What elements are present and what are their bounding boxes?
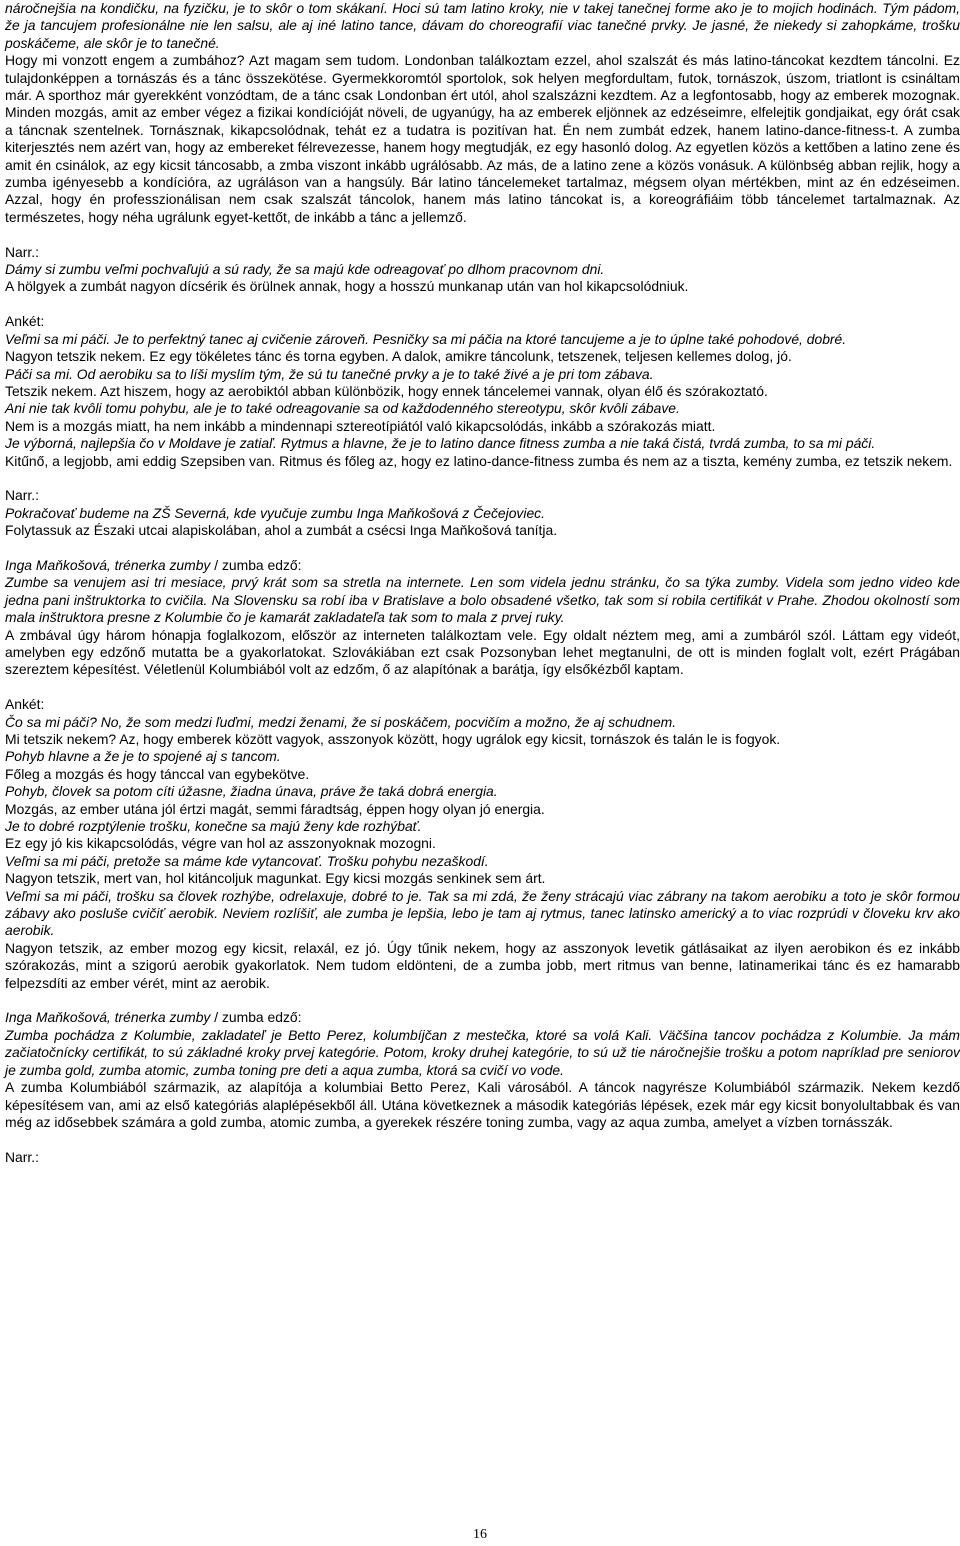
- hungarian-text: Kitűnő, a legjobb, ami eddig Szepsiben van. Ritmus és főleg az, hogy ez latino-dance-fitness zumba és nem az a tiszta, kemény zumba, ez tetszik nekem.: [5, 452, 953, 469]
- paragraph-spacer: [5, 296, 960, 313]
- paragraph-spacer: [5, 540, 960, 557]
- slovak-text: Je to dobré rozptýlenie trošku, konečne sa majú ženy kde rozhýbať.: [5, 818, 422, 835]
- speaker-label: Narr.:: [5, 243, 39, 260]
- hungarian-text: Folytassuk az Északi utcai alapiskolában, ahol a zumbát a csécsi Inga Maňkošová tanítja.: [5, 522, 558, 539]
- speaker-name-sk: Inga Maňkošová, trénerka zumby: [5, 556, 211, 573]
- slovak-text: Pokračovať budeme na ZŠ Severná, kde vyučuje zumbu Inga Maňkošová z Čečejoviec.: [5, 504, 545, 521]
- paragraph-spacer: [5, 470, 960, 487]
- slovak-text: Veľmi sa mi páči, pretože sa máme kde vytancovať. Trošku pohybu nezaškodí.: [5, 852, 489, 869]
- document-body: [5, 0, 960, 1166]
- hungarian-text: Ez egy jó kis kikapcsolódás, végre van hol az asszonyoknak mozogni.: [5, 835, 436, 852]
- speaker-label: [5, 1009, 960, 1026]
- hungarian-text: Mozgás, az ember utána jól értzi magát, semmi fáradtság, éppen hogy olyan jó energia.: [5, 800, 545, 817]
- slovak-text: Dámy si zumbu veľmi pochvaľujú a sú rady, že sa majú kde odreagovať po dlhom pracovnom dni.: [5, 261, 605, 278]
- hungarian-text: Nagyon tetszik nekem. Ez egy tökéletes tánc és torna egyben. A dalok, amikre táncolunk, tetszenek, teljesen kellemes dolog, jó.: [5, 348, 792, 365]
- hungarian-text: Nagyon tetszik, mert van, hol kitáncoljuk magunkat. Egy kicsi mozgás senkinek sem árt.: [5, 870, 546, 887]
- page-number: 16: [473, 1527, 487, 1542]
- slovak-text: Pohyb, človek sa potom cíti úžasne, žiadna únava, práve že taká dobrá energia.: [5, 783, 498, 800]
- speaker-label: Narr.:: [5, 1148, 39, 1165]
- speaker-name-hu: / zumba edző:: [210, 556, 302, 573]
- speaker-label: Narr.:: [5, 487, 39, 504]
- hungarian-text: Nagyon tetszik, az ember mozog egy kicsit, relaxál, ez jó. Úgy tűnik nekem, hogy az asszonyok levetik gátlásaikat az ilyen aerobikon és ez inkább szórakozás, mint a szigorú aerobik gyakorlatok. Nem tudom eldönteni, de a zumba jobb, mert ritmus van benne, latinamerikai tánc és ez hamarabb felpezsdíti az ember vérét, mint az aerobik.: [5, 939, 960, 991]
- speaker-name-sk: Inga Maňkošová, trénerka zumby: [5, 1009, 211, 1026]
- slovak-text: Zumba pochádza z Kolumbie, zakladateľ je Betto Perez, kolumbíjčan z mestečka, ktoré sa volá Kali. Väčšina tancov pochádza z Kolumbie. Ja mám začiatočnícky certifikát, to sú základné kroky prvej kategórie. Potom, kroky druhej kategórie, to sú už tie náročnejšie trošku a potom napríklad pre seniorov je zumba gold, zumba atomic, zumba toning pre deti a aqua zumba, ktorá sa cvičí vo vode.: [5, 1026, 960, 1078]
- hungarian-text: A zumba Kolumbiából származik, az alapítója a kolumbiai Betto Perez, Kali városából. A táncok nagyrésze Kolumbiából származik. Nekem kezdő képesítésem van, ami az első kategóriás alaplépésekből áll. Utána következnek a második kategóriás lépések, ezek már egy kicsit bonyolultabbak és van még az idősebbek számára a gold zumba, atomic zumba, a gyerekek részére toning zumba, vagy az aqua zumba, amelyet a vízben tornásszák.: [5, 1079, 960, 1130]
- slovak-text: Zumbe sa venujem asi tri mesiace, prvý krát som sa stretla na internete. Len som videla jednu stránku, čo sa týka zumby. Videla som jedno video kde jedna pani inštruktorka to cvičila. Na Slovensku sa robí iba v Bratislave a bolo obsadené všetko, tak som si robila certifikát v Prahe. Zhodou okolností som mala inštruktora presne z Kolumbie čo je kamarát zakladateľa tak som to mala z prvej ruky.: [5, 574, 960, 626]
- slovak-text: Pohyb hlavne a že je to spojené aj s tancom.: [5, 748, 281, 765]
- paragraph: [5, 52, 960, 226]
- slovak-text: Je výborná, najlepšia čo v Moldave je zatiaľ. Rytmus a hlavne, že je to latino dance fitness zumba a nie taká čistá, tvrdá zumba, to sa mi páči.: [5, 435, 876, 452]
- slovak-text: Veľmi sa mi páči. Je to perfektný tanec aj cvičenie zároveň. Pesničky sa mi páčia na ktoré tancujeme a je to úplne také pohodové, dobré.: [5, 330, 847, 347]
- hungarian-text: A hölgyek a zumbát nagyon dícsérik és örülnek annak, hogy a hosszú munkanap után van hol kikapcsolódniuk.: [5, 278, 689, 295]
- speaker-label: Ankét:: [5, 696, 45, 713]
- hungarian-text: Mi tetszik nekem? Az, hogy emberek között vagyok, asszonyok között, hogy ugrálok egy kicsit, tornászok és talán le is fogyok.: [5, 730, 781, 747]
- paragraph: [5, 0, 960, 52]
- slovak-text: Veľmi sa mi páči, trošku sa človek rozhýbe, odrelaxuje, dobré to je. Tak sa mi zdá, že ženy strácajú viac zábrany na takom aerobiku a toto je skôr formou zábavy ako posluše cvičiť aerobik. Neviem rozlíšiť, ale zumba je lepšia, lebo je tam aj rytmus, tanec latinsko americký a to viac rozprúdi v človeku krv ako aerobik.: [5, 887, 960, 939]
- speaker-label: Ankét:: [5, 313, 45, 330]
- hungarian-text: A zmbával úgy három hónapja foglalkozom, először az interneten találkoztam vele. Egy oldalt néztem meg, ami a zumbáról szól. Láttam egy videót, amelyben egy edzőnő mutatta be a gyakorlatokat. Szlovákiában ezt csak Pozsonyban lehet megtanulni, de ott is minden foglalt volt, ezért Prágában szereztem képesítést. Véletlenül Kolumbiából volt az edzőm, ő az alapítónak a barátja, így elsőkézből kaptam.: [5, 626, 960, 678]
- hungarian-text: Hogy mi vonzott engem a zumbához? Azt magam sem tudom. Londonban találkoztam ezzel, ahol szalszát és más latino-táncokat kezdtem táncolni. Ez tulajdonképpen a tornászás és a tánc összekötése. Gyermekkoromtól sportolok, sok helyen megfordultam, futok, tornászok, úszom, triatlont is csináltam már. A sporthoz már gyerekként vonzódtam, de a tánc csak Londonban ért utól, ahol szalszázni kezdtem. Az a legfontosabb, hogy az emberek mozognak. Minden mozgás, amit az ember végez a fizikai kondícióját növeli, de ugyanúgy, ha az emberek eljönnek az edzéseimre, elfelejtik gondjaikat, egy órát csak a táncnak szentelnek. Tornásznak, kikapcsolódnak, tehát ez a tudatra is pozitívan hat. Én nem zumbát edzek, hanem latino-dance-fitness-t. A zumba kiterjesztés nem azért van, hogy az embereket félrevezesse, hanem hogy megtudják, ez egy hasonló dolog. Az egyetlen közös a kettőben a latino zene és amit én csinálok, az egy kicsit táncosabb, a zmba viszont inkább ugrálósabb. Az más, de a latino zene a közös vonásuk. A különbség abban rejlik, hogy a zumba igényesebb a kondícióra, az ugráláson van a hangsúly. Bár latino táncelemeket tartalmaz, mégsem olyan mértékben, mint az én edzéseimen. Azzal, hogy én professzionálisan nem csak szalszát táncolok, hanem más latino táncokat is, a koreográfiáim több táncelemet tartalmaznak. Az természetes, hogy néha ugrálunk egyet-kettőt, de inkább a tánc a jellemző.: [5, 52, 960, 225]
- paragraph-spacer: [5, 226, 960, 243]
- slovak-text: Páči sa mi. Od aerobiku sa to líši myslím tým, že sú tu tanečné prvky a je to také živé a je pri tom zábava.: [5, 365, 654, 382]
- hungarian-text: Főleg a mozgás és hogy tánccal van egybekötve.: [5, 765, 310, 782]
- paragraph-spacer: [5, 679, 960, 696]
- slovak-text: Čo sa mi páči? No, že som medzi ľuďmi, medzi ženami, že si poskáčem, pocvičím a možno, že aj schudnem.: [5, 713, 677, 730]
- hungarian-text: Nem is a mozgás miatt, ha nem inkább a mindennapi sztereotípiától való kikapcsolódás, inkább a szórakozás miatt.: [5, 417, 716, 434]
- slovak-text: Ani nie tak kvôli tomu pohybu, ale je to také odreagovanie sa od každodenného stereotypu, skôr kvôli zábave.: [5, 400, 680, 417]
- paragraph-spacer: [5, 992, 960, 1009]
- speaker-label: [5, 557, 960, 574]
- speaker-name-hu: / zumba edző:: [210, 1009, 302, 1026]
- slovak-text: náročnejšia na kondičku, na fyzičku, je to skôr o tom skákaní. Hoci sú tam latino kroky, nie v takej tanečnej forme ako je to mojich hodinách. Tým pádom, že ja tancujem profesionálne nie len salsu, ale aj iné latino tance, dávam do choreografií viac tanečné prvky. Je jasné, že niekedy si zahopkáme, trošku poskáčeme, ale skôr je to tanečné.: [5, 0, 960, 51]
- paragraph-spacer: [5, 1131, 960, 1148]
- hungarian-text: Tetszik nekem. Azt hiszem, hogy az aerobiktól abban különbözik, hogy ennek táncelemei vannak, olyan élő és szórakoztató.: [5, 382, 768, 399]
